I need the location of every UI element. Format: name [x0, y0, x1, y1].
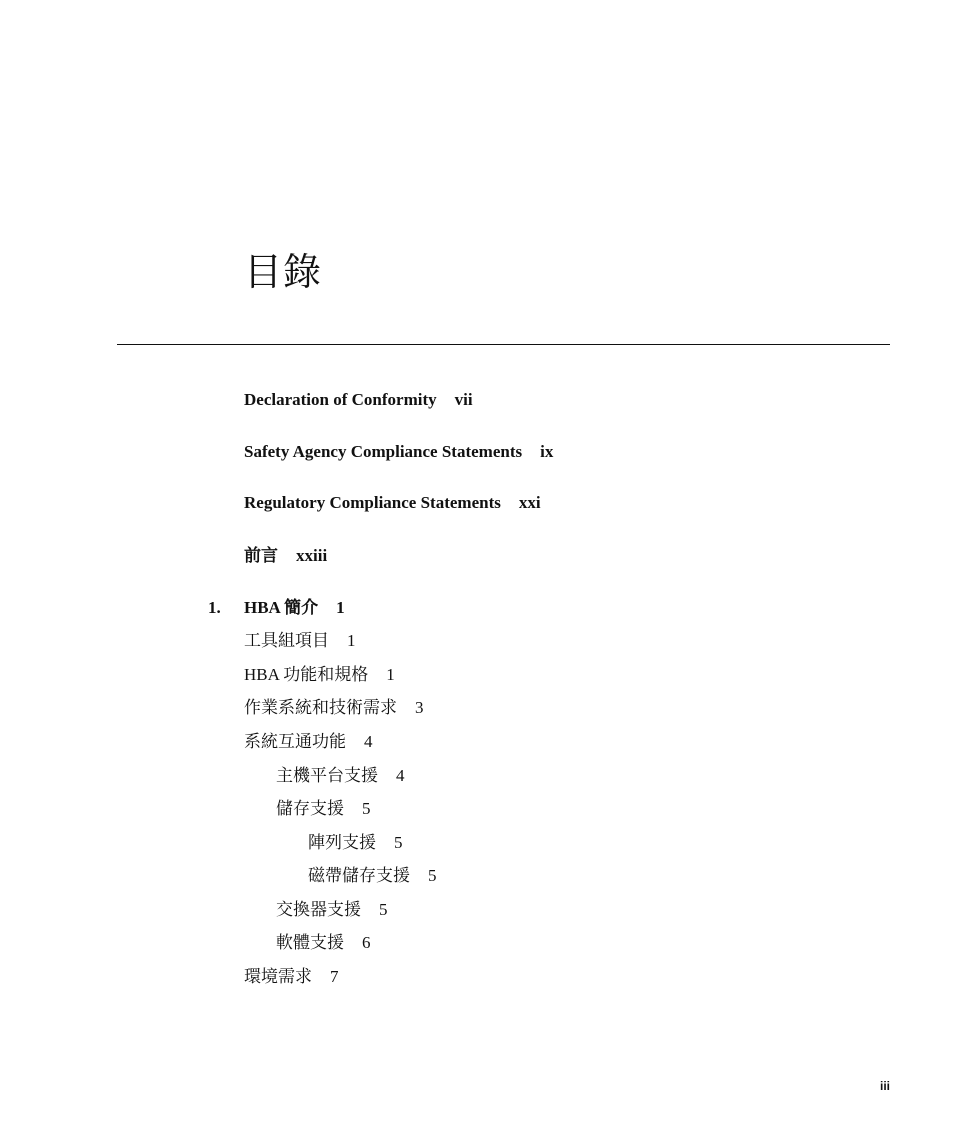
- toc-entry-label: 儲存支援: [276, 799, 344, 818]
- toc-entry-page: xxiii: [296, 546, 328, 565]
- toc-entry-label: 磁帶儲存支援: [308, 866, 410, 885]
- toc-entry-chapter-1[interactable]: [244, 598, 345, 618]
- toc-entry-label: 軟體支援: [276, 933, 344, 952]
- toc-entry-page: 5: [379, 900, 388, 919]
- toc-entry-label: HBA 簡介: [244, 598, 319, 617]
- toc-entry-preface[interactable]: [244, 546, 327, 566]
- toc-entry-page: 1: [347, 631, 356, 650]
- toc-entry-label: Declaration of Conformity: [244, 390, 437, 409]
- toc-entry-page: 5: [362, 799, 371, 818]
- toc-entry-label: HBA 功能和規格: [244, 665, 369, 684]
- toc-entry-page: 3: [415, 698, 424, 717]
- toc-entry-page: 5: [394, 833, 403, 852]
- toc-entry-page: 4: [396, 766, 405, 785]
- toc-section-entry[interactable]: [244, 631, 356, 651]
- toc-section-entry[interactable]: [244, 665, 395, 685]
- toc-entry-declaration[interactable]: [244, 390, 473, 410]
- toc-entry-page: 4: [364, 732, 373, 751]
- page-number: iii: [879, 1079, 890, 1093]
- toc-entry-label: 工具組項目: [244, 631, 329, 650]
- page-title: 目錄: [244, 252, 323, 294]
- toc-entry-page: ix: [540, 442, 554, 461]
- toc-section-entry[interactable]: [244, 967, 339, 987]
- toc-subsection-entry[interactable]: [276, 933, 371, 953]
- toc-entry-label: 作業系統和技術需求: [244, 698, 397, 717]
- toc-entry-safety[interactable]: [244, 442, 553, 462]
- toc-subsubsection-entry[interactable]: [308, 866, 437, 886]
- toc-entry-page: 5: [428, 866, 437, 885]
- chapter-number: 1.: [208, 598, 221, 617]
- toc-entry-label: Regulatory Compliance Statements: [244, 493, 501, 512]
- toc-entry-label: Safety Agency Compliance Statements: [244, 442, 523, 461]
- toc-subsection-entry[interactable]: [276, 799, 371, 819]
- toc-entry-page: 1: [336, 598, 345, 617]
- toc-entry-page: 6: [362, 933, 371, 952]
- toc-subsection-entry[interactable]: [276, 900, 388, 920]
- toc-entry-label: 前言: [244, 546, 278, 565]
- toc-entry-label: 環境需求: [244, 967, 312, 986]
- toc-subsection-entry[interactable]: [276, 766, 405, 786]
- toc-entry-label: 主機平台支援: [276, 766, 378, 785]
- toc-entry-page: vii: [454, 390, 473, 409]
- toc-section-entry[interactable]: [244, 698, 424, 718]
- toc-entry-regulatory[interactable]: [244, 493, 541, 513]
- toc-entry-page: 1: [386, 665, 395, 684]
- toc-entry-label: 交換器支援: [276, 900, 361, 919]
- toc-subsubsection-entry[interactable]: [308, 833, 403, 853]
- toc-entry-label: 系統互通功能: [244, 732, 346, 751]
- toc-entry-page: xxi: [518, 493, 541, 512]
- toc-section-entry[interactable]: [244, 732, 373, 752]
- toc-entry-label: 陣列支援: [308, 833, 376, 852]
- toc-entry-page: 7: [330, 967, 339, 986]
